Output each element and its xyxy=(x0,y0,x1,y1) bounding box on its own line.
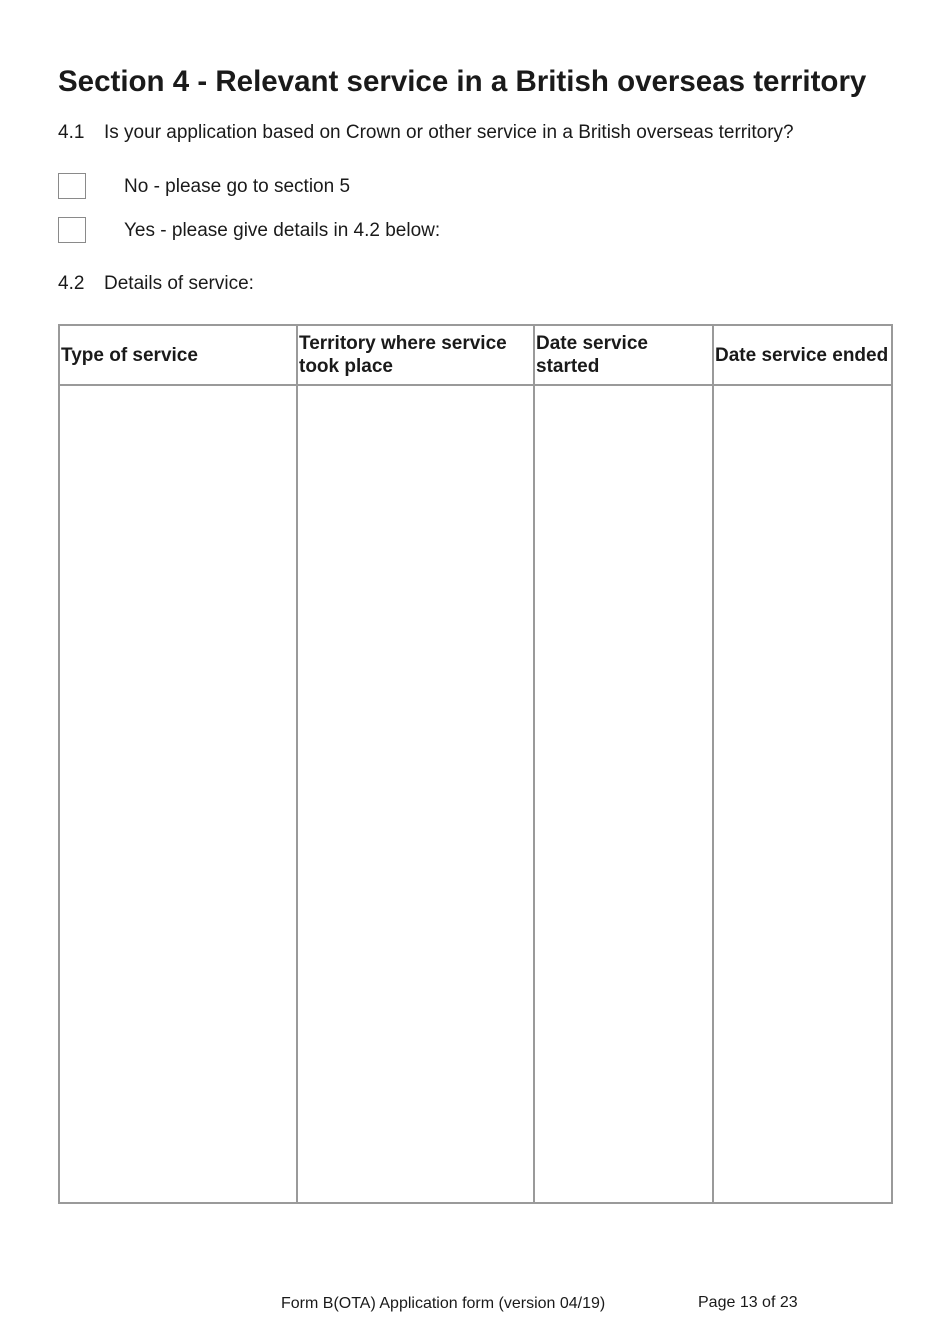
question-number: 4.1 xyxy=(58,122,85,143)
option-yes[interactable] xyxy=(58,217,658,245)
cell-date-ended[interactable] xyxy=(713,385,892,1203)
table-row xyxy=(59,385,892,1203)
cell-type-of-service[interactable] xyxy=(59,385,297,1203)
checkbox-yes[interactable] xyxy=(58,217,86,243)
question-4-1 xyxy=(58,121,794,145)
footer-page-number: Page 13 of 23 xyxy=(698,1294,798,1311)
option-no-label: No - please go to section 5 xyxy=(124,176,351,197)
header-territory: Territory where service took place xyxy=(297,325,534,385)
cell-date-started[interactable] xyxy=(534,385,713,1203)
option-no[interactable] xyxy=(58,173,658,201)
header-type-of-service: Type of service xyxy=(59,325,297,385)
service-details-table xyxy=(58,324,893,1204)
question-number: 4.2 xyxy=(58,273,85,294)
checkbox-no[interactable] xyxy=(58,173,86,199)
section-title: Section 4 - Relevant service in a British overseas territory xyxy=(58,65,867,98)
header-date-ended: Date service ended xyxy=(713,325,892,385)
option-yes-label: Yes - please give details in 4.2 below: xyxy=(124,220,441,241)
question-text: Details of service: xyxy=(104,273,254,294)
header-date-started: Date service started xyxy=(534,325,713,385)
cell-territory[interactable] xyxy=(297,385,534,1203)
question-4-2 xyxy=(58,272,254,296)
footer-form-name: Form B(OTA) Application form (version 04/19) xyxy=(281,1295,606,1312)
question-text: Is your application based on Crown or other service in a British overseas territory? xyxy=(104,122,794,143)
table-header-row xyxy=(59,325,892,385)
